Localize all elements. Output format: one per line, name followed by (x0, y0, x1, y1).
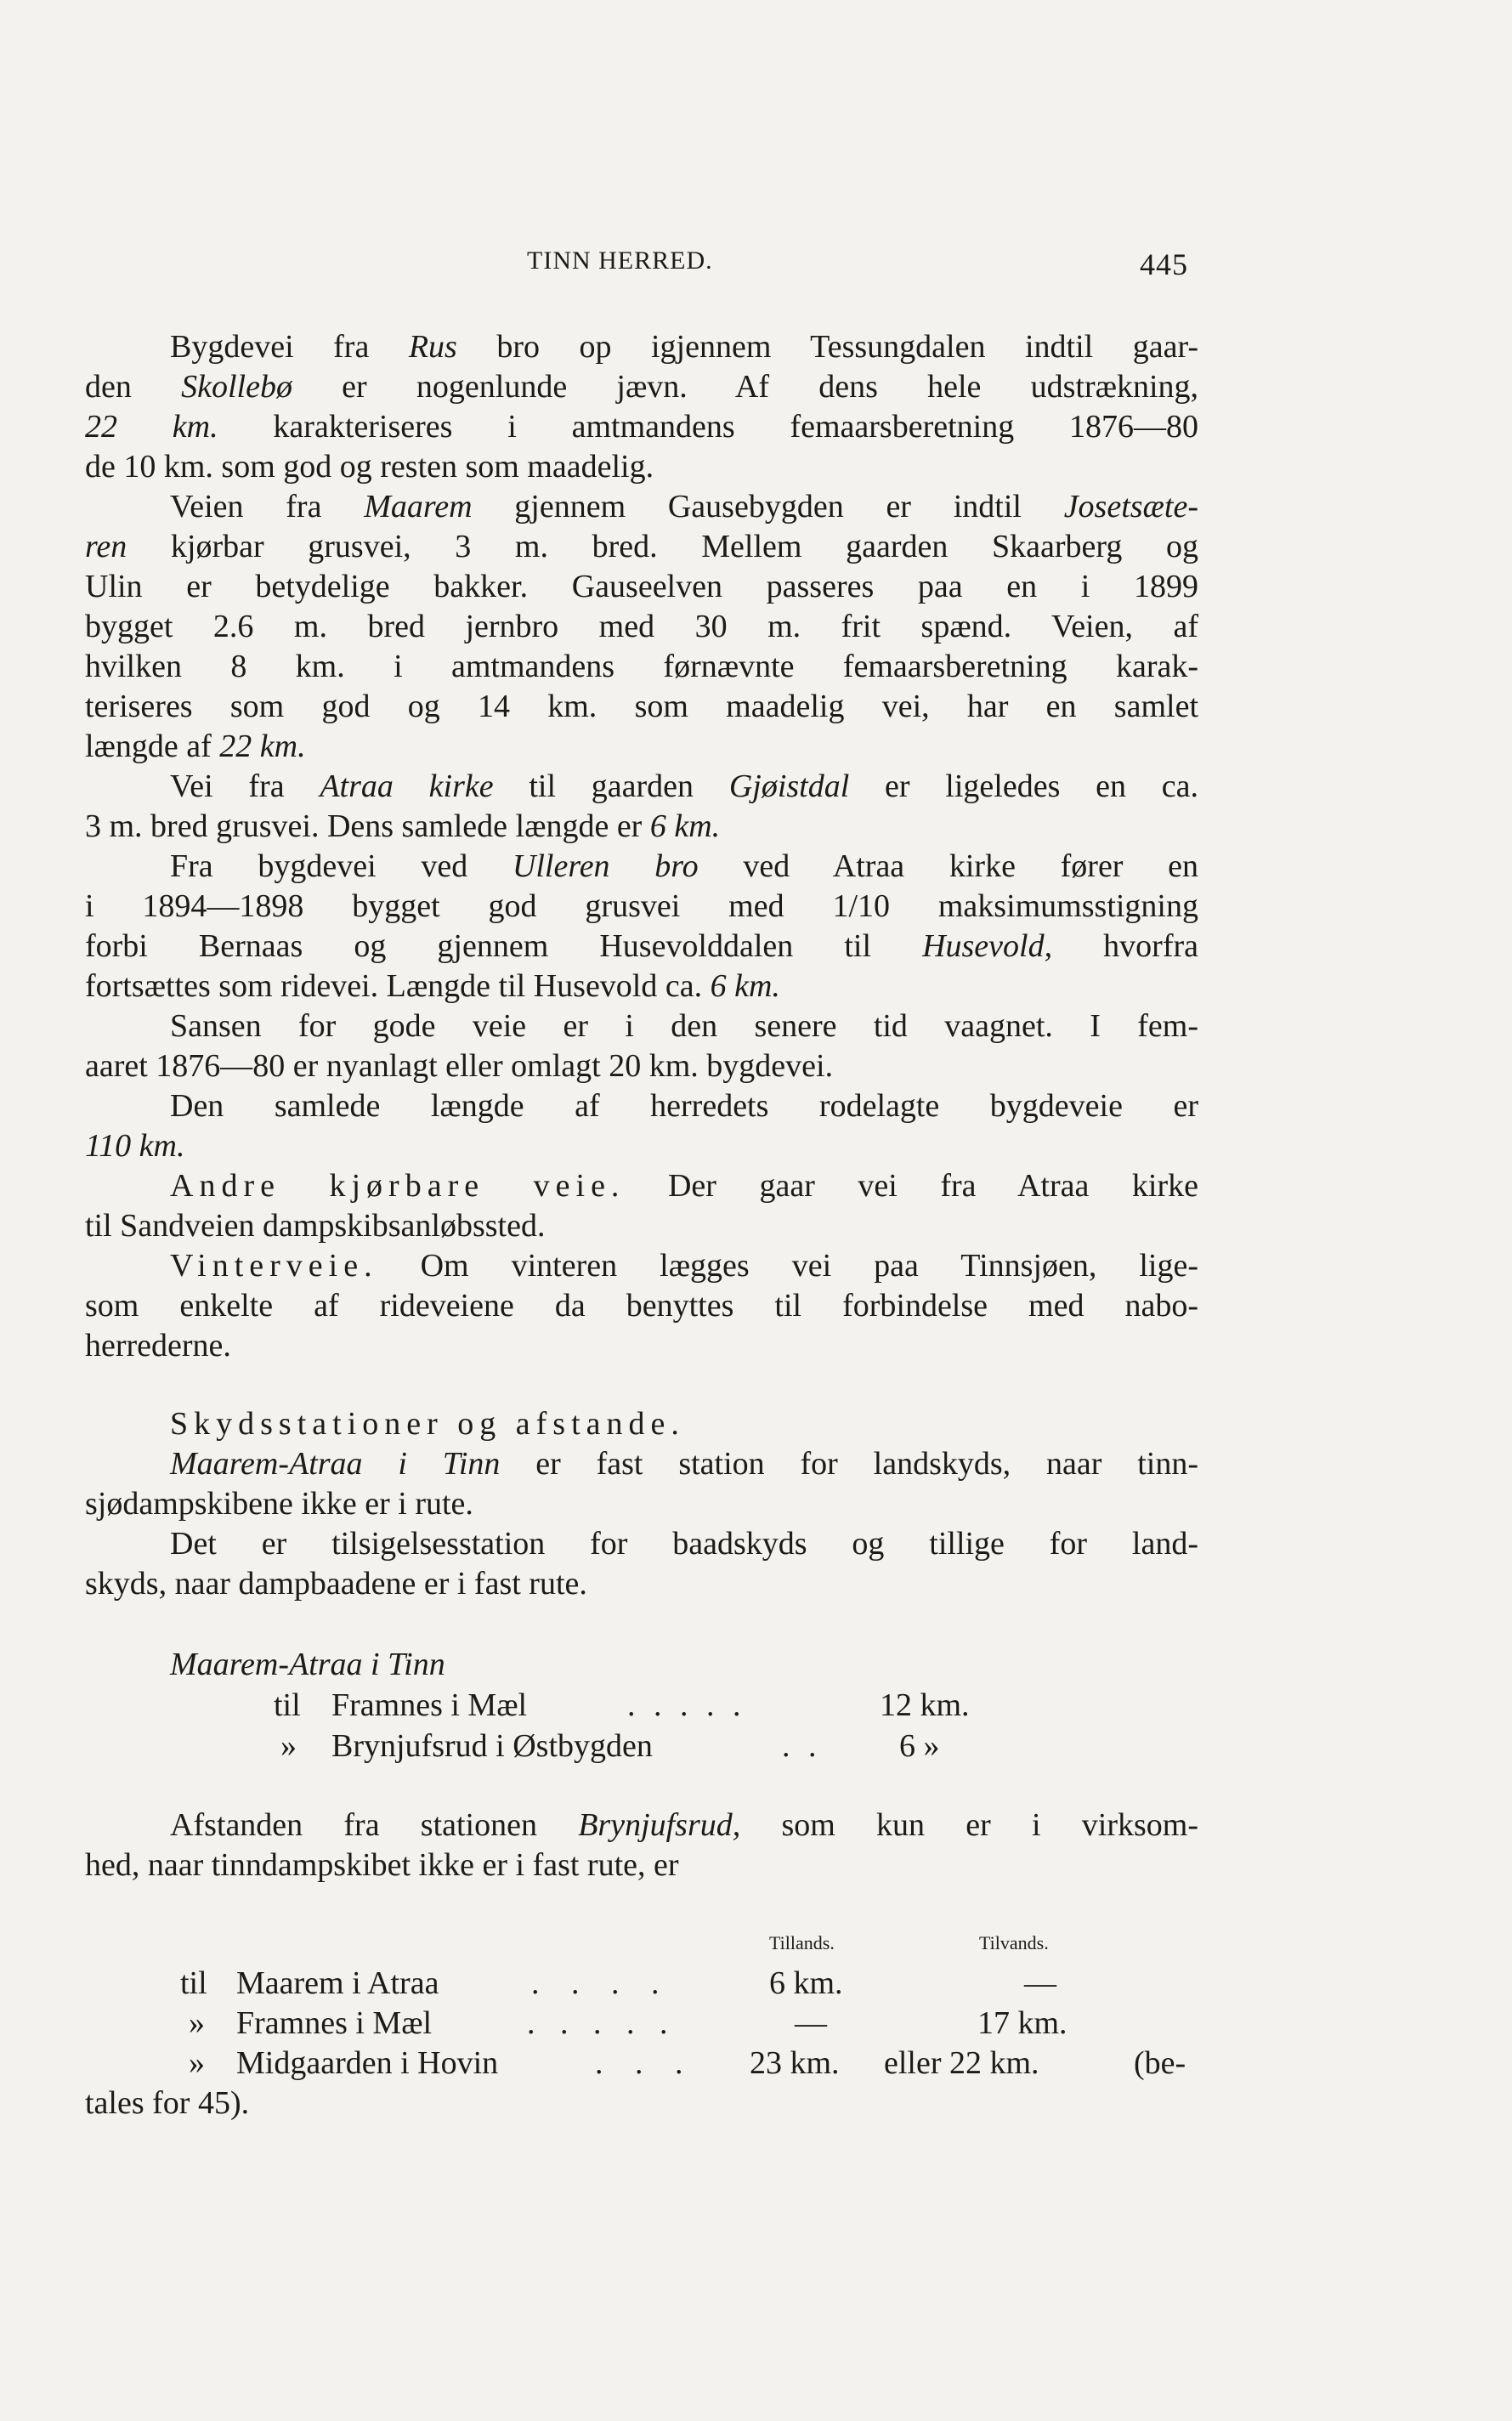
text-line: som enkelte af rideveiene da benyttes til forbindelse med nabo- (85, 1288, 1198, 1324)
section-heading: Andre kjørbare veie. (170, 1168, 626, 1204)
text-line: Vinterveie. Om vinteren lægges vei paa Tinnsjøen, lige- (170, 1248, 1198, 1284)
row-place: Framnes i Mæl (331, 1687, 528, 1723)
row-leader: . . . . . (527, 2005, 677, 2041)
row-place: Maarem i Atraa (236, 1965, 439, 2001)
row-leader: . . . . (531, 1965, 671, 2001)
text-line: forbi Bernaas og gjennem Husevolddalen til Husevold, hvorfra (85, 928, 1198, 964)
section-heading: Skydsstationer og afstande. (170, 1406, 685, 1442)
text-line: Sansen for gode veie er i den senere tid vaagnet. I fem- (170, 1008, 1198, 1044)
text-line: til Sandveien dampskibsanløbssted. (85, 1208, 546, 1244)
row-value: 12 km. (880, 1687, 970, 1723)
column-header: Tillands. (769, 1932, 835, 1953)
text-line: Fra bygdevei ved Ulleren bro ved Atraa kirke fører en (170, 848, 1199, 884)
row-leader: . . . . . (627, 1687, 746, 1723)
text-line: bygget 2.6 m. bred jernbro med 30 m. frit spænd. Veien, af (85, 609, 1198, 644)
row-place: Midgaarden i Hovin (236, 2045, 499, 2081)
text-line: i 1894—1898 bygget god grusvei med 1/10 maksimumsstigning (85, 888, 1198, 924)
text-line: 3 m. bred grusvei. Dens samlede længde er 6 km. (85, 808, 721, 844)
text-line: aaret 1876—80 er nyanlagt eller omlagt 20 km. bygdevei. (85, 1048, 834, 1084)
row-prefix: til (274, 1687, 301, 1723)
row-value: 6 » (899, 1728, 940, 1764)
row-place: Brynjufsrud i Østbygden (331, 1728, 653, 1764)
running-title: TINN HERRED. (527, 247, 713, 275)
section-heading: Vinterveie. (170, 1248, 378, 1284)
text-line: hvilken 8 km. i amtmandens førnævnte femaarsberetning karak- (85, 649, 1198, 684)
text-line: Det er tilsigelsesstation for baadskyds og tillige for land- (170, 1526, 1198, 1562)
row-land-distance: 23 km. (750, 2045, 840, 2081)
column-header: Tilvands. (979, 1932, 1049, 1953)
text-line: fortsættes som ridevei. Længde til Husevold ca. 6 km. (85, 968, 780, 1004)
row-land-distance: 6 km. (769, 1965, 843, 2001)
text-line: længde af 22 km. (85, 729, 306, 764)
text-line: den Skollebø er nogenlunde jævn. Af dens hele udstrækning, (85, 369, 1199, 405)
row-prefix: » (280, 1728, 297, 1764)
text-line: Andre kjørbare veie. Der gaar vei fra Atraa kirke (170, 1168, 1198, 1204)
text-line: tales for 45). (85, 2085, 250, 2121)
text-line: sjødampskibene ikke er i rute. (85, 1486, 473, 1522)
row-leader: . . (782, 1728, 822, 1764)
text-line: 22 km. karakteriseres i amtmandens femaarsberetning 1876—80 (85, 409, 1199, 445)
text-line: ren kjørbar grusvei, 3 m. bred. Mellem gaarden Skaarberg og (85, 529, 1198, 564)
page-number: 445 (1140, 247, 1188, 281)
row-water-distance: 17 km. (977, 2005, 1067, 2041)
text-line: Ulin er betydelige bakker. Gauseelven passeres paa en i 1899 (85, 569, 1198, 604)
running-header (0, 247, 1512, 289)
text-line: Den samlede længde af herredets rodelagte bygdeveie er (170, 1088, 1198, 1124)
text-line: skyds, naar dampbaadene er i fast rute. (85, 1566, 587, 1602)
row-water-distance: — (1024, 1965, 1056, 2001)
text-line: hed, naar tinndampskibet ikke er i fast rute, er (85, 1847, 679, 1883)
row-land-distance: — (795, 2005, 827, 2041)
text-line: de 10 km. som god og resten som maadelig. (85, 449, 654, 485)
table-heading: Maarem-Atraa i Tinn (170, 1647, 445, 1682)
text-line: Bygdevei fra Rus bro op igjennem Tessungdalen indtil gaar- (170, 329, 1198, 365)
text-line: 110 km. (85, 1128, 185, 1164)
row-prefix: » (189, 2005, 205, 2041)
text-line: Afstanden fra stationen Brynjufsrud, som kun er i virksom- (170, 1807, 1198, 1843)
text-line: herrederne. (85, 1328, 231, 1364)
text-line: Vei fra Atraa kirke til gaarden Gjøistdal er ligeledes en ca. (170, 768, 1198, 804)
row-prefix: til (180, 1965, 207, 2001)
text-line: teriseres som god og 14 km. som maadelig vei, har en samlet (85, 689, 1198, 724)
row-note: (be- (1134, 2045, 1186, 2081)
text-line: Veien fra Maarem gjennem Gausebygden er indtil Josetsæte- (170, 489, 1198, 524)
row-leader: . . . (595, 2045, 695, 2081)
row-water-distance: eller 22 km. (884, 2045, 1039, 2081)
row-place: Framnes i Mæl (236, 2005, 433, 2041)
text-line: Maarem-Atraa i Tinn er fast station for landskyds, naar tinn- (170, 1446, 1198, 1482)
row-prefix: » (189, 2045, 205, 2081)
